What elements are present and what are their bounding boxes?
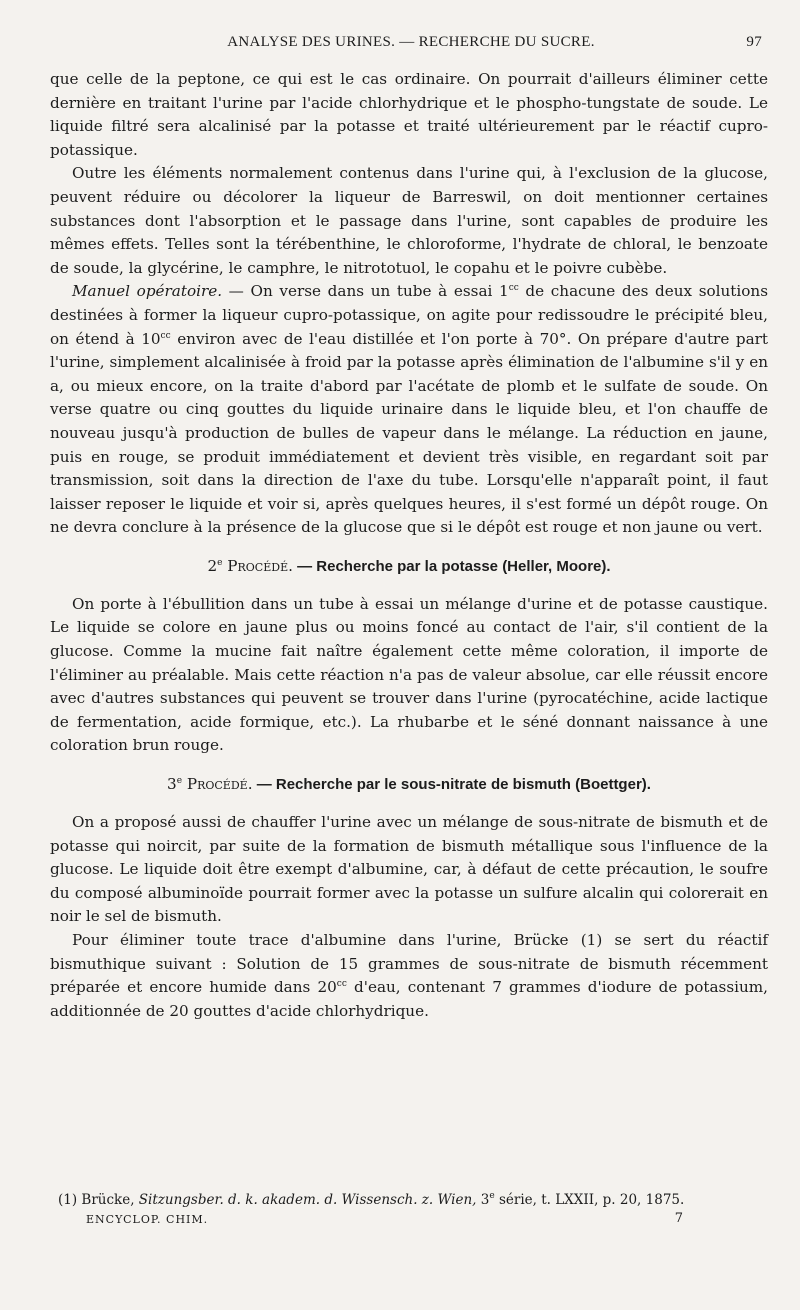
footnote [58,1190,768,1210]
footnote-sup: e [489,1191,495,1201]
p3-sup-1: cc [508,283,519,294]
p6-text-a: Pour éliminer toute trace d'albumine dans l'urine, Brücke (1) se sert du réactif bismuthique suivant : Solution de 15 grammes de sous-nitrate de bismuth récemment préparée et encore humide dans 20 [50,931,768,997]
h2-procede: Procédé. [227,556,293,575]
paragraph-3 [50,280,768,540]
running-title: ANALYSE DES URINES. — RECHERCHE DU SUCRE. [227,34,595,50]
footnote-mark: (1) Brücke, [58,1192,139,1208]
footnote-reference: Sitzungsber. d. k. akadem. d. Wissensch. z. Wien, [138,1192,477,1208]
page-footer [86,1213,684,1226]
h2-title: — Recherche par la potasse (Heller, Moore). [292,557,611,575]
h3-sup: e [176,776,183,787]
p6-text-b: d'eau, contenant 7 grammes d'iodure de potassium, additionnée de 20 gouttes d'acide chlorhydrique. [50,978,768,1020]
p3-text-a: — On verse dans un tube à essai 1 [222,282,509,301]
page-header [52,34,770,56]
p3-sup-2: cc [160,330,171,341]
paragraph-5: On a proposé aussi de chauffer l'urine avec un mélange de sous-nitrate de bismuth et de potasse qui noircit, par suite de la formation de bismuth métallique sous l'influence de la glucose. Le liquide doit être exempt d'albumine, car, à défaut de cette précaution, le soufre du composé albuminoïde pourrait former avec la potasse un sulfure alcalin qui colorerait en noir le sel de bismuth. [50,813,768,926]
footnote-tail-b: série, t. LXXII, p. 20, 1875. [494,1192,685,1208]
section-heading-2 [50,554,768,579]
signature-mark: 7 [674,1211,684,1226]
page-body [50,68,768,1023]
footnote-tail-a: 3 [476,1192,490,1208]
p3-text-b: de chacune des deux solutions destinées à former la liqueur cupro-potassique, on agite pour redissoudre le précipité bleu, on étend à 10 [50,282,768,348]
paragraph-4: On porte à l'ébullition dans un tube à essai un mélange d'urine et de potasse caustique. Le liquide se colore en jaune plus ou moins foncé au contact de l'air, s'il contient de la glucose. Comme la mucine fait naître également cette même coloration, il importe de l'éliminer au préalable. Mais cette réaction n'a pas de valeur absolue, car elle réussit encore avec d'autres substances qui peuvent se trouver dans l'urine (pyrocatéchine, acide lactique de fermentation, acide formique, etc.). La rhubarbe et le séné donnant naissance à une coloration brun rouge. [50,594,768,755]
p6-sup: cc [336,979,347,990]
h3-procede: Procédé. [186,775,253,794]
p3-text-c: environ avec de l'eau distillée et l'on porte à 70°. On prépare d'autre part l'urine, simplement alcalinisée à froid par la potasse après élimination de l'albumine s'il y en a, ou mieux encore, on la traite d'abord par l'acétate de plomb et le sulfate de soude. On verse quatre ou cinq gouttes du liquide urinaire dans le liquide bleu, et l'on chauffe de nouveau jusqu'à production de bulles de vapeur dans le mélange. La réduction en jaune, puis en rouge, se produit immédiatement et devient très visible, en regardant soit par transmission, soit dans la direction de l'axe du tube. Lorsqu'elle n'apparaît point, il faut laisser reposer le liquide et voir si, après quelques heures, il s'est formé un dépôt rouge. On ne devra conclure à la présence de la glucose que si le dépôt est rouge et non jaune ou vert. [50,329,768,537]
h2-number: 2 [207,556,218,575]
section-heading-3 [50,772,768,797]
paragraph-6 [50,929,768,1023]
page-number: 97 [746,34,762,50]
h3-number: 3 [167,775,177,794]
h2-sup: e [217,557,223,568]
paragraph-1: que celle de la peptone, ce qui est le cas ordinaire. On pourrait d'ailleurs éliminer cette dernière en traitant l'urine par l'acide chlorhydrique et le phospho-tungstate de soude. Le liquide filtré sera alcalinisé par la potasse et traité ultérieurement par le réactif cupro-potassique. [50,70,768,159]
footer-label: ENCYCLOP. CHIM. [86,1213,209,1226]
manuel-operatoire-label: Manuel opératoire. [72,282,223,301]
paragraph-2: Outre les éléments normalement contenus dans l'urine qui, à l'exclusion de la glucose, peuvent réduire ou décolorer la liqueur de Barreswil, on doit mentionner certaines substances dont l'absorption et le passage dans l'urine, sont capables de produire les mêmes effets. Telles sont la térébenthine, le chloroforme, l'hydrate de chloral, le benzoate de soude, la glycérine, le camphre, le nitrototuol, le copahu et le poivre cubèbe. [50,164,768,277]
h3-title: — Recherche par le sous-nitrate de bismuth (Boettger). [252,776,651,794]
